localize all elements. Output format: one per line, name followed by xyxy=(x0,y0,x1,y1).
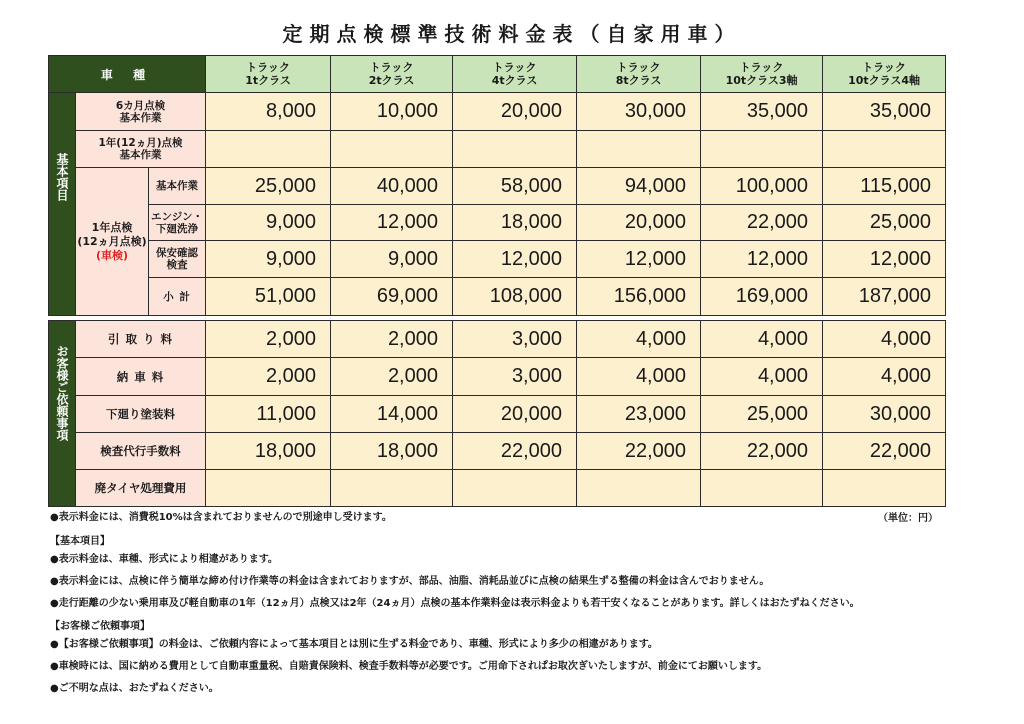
price-cell: 10,000 xyxy=(331,93,453,131)
table-row xyxy=(49,168,946,205)
request-note-3: ●ご不明な点は、おたずねください。 xyxy=(50,683,219,694)
column-header-line1: トラック xyxy=(739,61,784,74)
price-cell: 3,000 xyxy=(453,358,577,396)
price-cell: 35,000 xyxy=(823,93,946,131)
table-row xyxy=(49,470,946,507)
table-row xyxy=(49,433,946,470)
price-cell: 4,000 xyxy=(701,358,823,396)
column-header-line2: 10tクラス4軸 xyxy=(848,74,920,87)
column-header-8t xyxy=(577,56,701,93)
subtotal-cell: 169,000 xyxy=(701,278,823,316)
price-cell xyxy=(823,470,946,507)
price-cell: 35,000 xyxy=(701,93,823,131)
row-label-engine-wash xyxy=(149,205,206,241)
group-label-shaken-red: (車検) xyxy=(95,248,129,262)
request-note-2: ●車検時には、国に納める費用として自動車重量税、自賠責保険料、検査手数料等が必要です。ご用命下されぱお取次ぎいたしますが、前金にてお願いします。 xyxy=(50,661,768,672)
price-cell: 4,000 xyxy=(823,321,946,358)
column-header-10t-4axle xyxy=(823,56,946,93)
price-cell: 18,000 xyxy=(206,433,331,470)
row-label-subtotal xyxy=(149,278,206,316)
price-cell: 115,000 xyxy=(823,168,946,205)
price-cell: 25,000 xyxy=(701,396,823,433)
price-cell: 2,000 xyxy=(331,358,453,396)
basic-items-heading: 【基本項目】 xyxy=(50,536,110,547)
column-header-line2: 10tクラス3軸 xyxy=(725,74,798,87)
price-cell: 20,000 xyxy=(453,396,577,433)
subtotal-cell: 156,000 xyxy=(577,278,701,316)
row-label-line1: 小 計 xyxy=(163,290,191,303)
price-cell: 2,000 xyxy=(206,358,331,396)
price-cell: 12,000 xyxy=(823,241,946,278)
price-cell: 22,000 xyxy=(577,433,701,470)
row-label-line1: エンジン・ xyxy=(151,210,203,223)
price-cell: 8,000 xyxy=(206,93,331,131)
price-cell: 100,000 xyxy=(701,168,823,205)
column-header-line1: トラック xyxy=(492,61,537,74)
price-cell: 20,000 xyxy=(577,205,701,241)
customer-request-heading: 【お客様ご依頼事項】 xyxy=(50,621,150,632)
group-label-line2: (12ヵ月点検) xyxy=(77,234,147,248)
row-label-inspection-agency-fee: 検査代行手数料 xyxy=(76,433,206,470)
table-row xyxy=(49,131,946,168)
price-cell: 23,000 xyxy=(577,396,701,433)
row-label-line2: 基本作業 xyxy=(119,111,162,124)
subtotal-cell: 108,000 xyxy=(453,278,577,316)
price-cell: 11,000 xyxy=(206,396,331,433)
column-header-line2: 2tクラス xyxy=(368,74,415,87)
row-label-line1: 基本作業 xyxy=(156,180,199,192)
subtotal-cell: 69,000 xyxy=(331,278,453,316)
price-cell: 25,000 xyxy=(206,168,331,205)
price-cell: 9,000 xyxy=(206,241,331,278)
basic-items-table xyxy=(48,55,946,316)
price-cell: 18,000 xyxy=(453,205,577,241)
vehicle-type-header: 車 種 xyxy=(49,56,206,93)
table-row xyxy=(49,205,946,241)
customer-request-side-label xyxy=(49,321,76,507)
column-header-line2: 1tクラス xyxy=(245,74,291,87)
row-label-1year-basic xyxy=(76,131,206,168)
column-header-1t xyxy=(206,56,331,93)
price-cell: 22,000 xyxy=(701,205,823,241)
row-label-line2: 検査 xyxy=(166,259,188,271)
table-row-subtotal xyxy=(49,278,946,316)
price-cell xyxy=(577,131,701,168)
price-cell xyxy=(453,131,577,168)
column-header-line1: トラック xyxy=(616,61,661,74)
price-cell: 94,000 xyxy=(577,168,701,205)
price-cell: 22,000 xyxy=(823,433,946,470)
basic-note-2: ●表示料金には、点検に伴う簡単な締め付け作業等の料金は含まれておりますが、部品、油脂、消耗品並びに点検の結果生ずる整備の料金は含んでおりません。 xyxy=(50,576,770,587)
table-row xyxy=(49,396,946,433)
price-cell xyxy=(453,470,577,507)
row-label-6month xyxy=(76,93,206,131)
price-cell: 3,000 xyxy=(453,321,577,358)
price-cell: 20,000 xyxy=(453,93,577,131)
subtotal-cell: 51,000 xyxy=(206,278,331,316)
row-label-tire-disposal-fee: 廃タイヤ処理費用 xyxy=(76,470,206,507)
row-label-undercoat-fee: 下廻り塗装料 xyxy=(76,396,206,433)
price-cell: 25,000 xyxy=(823,205,946,241)
price-cell: 18,000 xyxy=(331,433,453,470)
page-title: 定期点検標準技術料金表（自家用車） xyxy=(282,22,742,46)
row-label-line2: 基本作業 xyxy=(119,149,162,161)
price-cell: 4,000 xyxy=(701,321,823,358)
row-label-basic-work xyxy=(149,168,206,205)
price-cell: 4,000 xyxy=(577,321,701,358)
request-note-1: ●【お客様ご依頼事項】の料金は、ご依頼内容によって基本項目とは別に生ずる料金であり、車種、形式により多少の相違があります。 xyxy=(50,639,658,650)
price-cell: 30,000 xyxy=(577,93,701,131)
price-cell: 12,000 xyxy=(331,205,453,241)
customer-request-table xyxy=(48,320,946,507)
column-header-2t xyxy=(331,56,453,93)
row-label-line1: 1年(12ヵ月)点検 xyxy=(98,137,183,149)
table-row xyxy=(49,93,946,131)
price-cell: 40,000 xyxy=(331,168,453,205)
price-cell: 2,000 xyxy=(331,321,453,358)
column-header-line1: トラック xyxy=(369,61,414,74)
subtotal-cell: 187,000 xyxy=(823,278,946,316)
column-header-4t xyxy=(453,56,577,93)
price-cell: 9,000 xyxy=(206,205,331,241)
price-cell: 12,000 xyxy=(701,241,823,278)
basic-note-1: ●表示料金は、車種、形式により相違があります。 xyxy=(50,554,278,565)
price-cell xyxy=(331,470,453,507)
unit-note: （単位：円） xyxy=(878,513,938,524)
table-row xyxy=(49,321,946,358)
row-label-pickup-fee: 引 取 り 料 xyxy=(76,321,206,358)
column-header-line2: 4tクラス xyxy=(491,74,538,87)
price-cell xyxy=(206,470,331,507)
column-header-line1: トラック xyxy=(246,61,290,74)
price-cell xyxy=(206,131,331,168)
column-header-line2: 8tクラス xyxy=(615,74,662,87)
group-label-line1: 1年点検 xyxy=(91,220,133,234)
row-label-line2: 下廻洗浄 xyxy=(156,222,199,235)
price-cell: 2,000 xyxy=(206,321,331,358)
row-label-line1: 保安確認 xyxy=(156,247,199,259)
price-cell: 4,000 xyxy=(823,358,946,396)
column-header-line1: トラック xyxy=(862,61,906,74)
price-cell xyxy=(701,131,823,168)
price-cell: 22,000 xyxy=(453,433,577,470)
price-cell: 12,000 xyxy=(577,241,701,278)
row-label-delivery-fee: 納 車 料 xyxy=(76,358,206,396)
price-cell: 58,000 xyxy=(453,168,577,205)
row-group-label-shaken xyxy=(76,168,149,316)
price-cell: 9,000 xyxy=(331,241,453,278)
table-row xyxy=(49,358,946,396)
price-cell: 22,000 xyxy=(701,433,823,470)
price-cell: 14,000 xyxy=(331,396,453,433)
basic-note-3: ●走行距離の少ない乗用車及び軽自動車の1年（12ヵ月）点検又は2年（24ヵ月）点検の基本作業料金は表示料金よりも若干安くなることがあります。詳しくはおたずねください。 xyxy=(50,598,860,609)
price-cell xyxy=(331,131,453,168)
table-row xyxy=(49,241,946,278)
basic-items-side-label xyxy=(49,93,76,316)
price-cell: 30,000 xyxy=(823,396,946,433)
price-cell xyxy=(577,470,701,507)
row-label-safety-inspection xyxy=(149,241,206,278)
side-label-text: 基本項目 xyxy=(55,153,69,201)
price-cell: 4,000 xyxy=(577,358,701,396)
column-header-10t-3axle xyxy=(701,56,823,93)
price-cell xyxy=(701,470,823,507)
tax-note: ●表示料金には、消費税10%は含まれておりませんので別途申し受けます。 xyxy=(50,512,392,523)
price-cell: 12,000 xyxy=(453,241,577,278)
side-label-text: お客様ご依頼事項 xyxy=(55,345,69,441)
row-label-line1: 6カ月点検 xyxy=(115,99,166,112)
price-cell xyxy=(823,131,946,168)
